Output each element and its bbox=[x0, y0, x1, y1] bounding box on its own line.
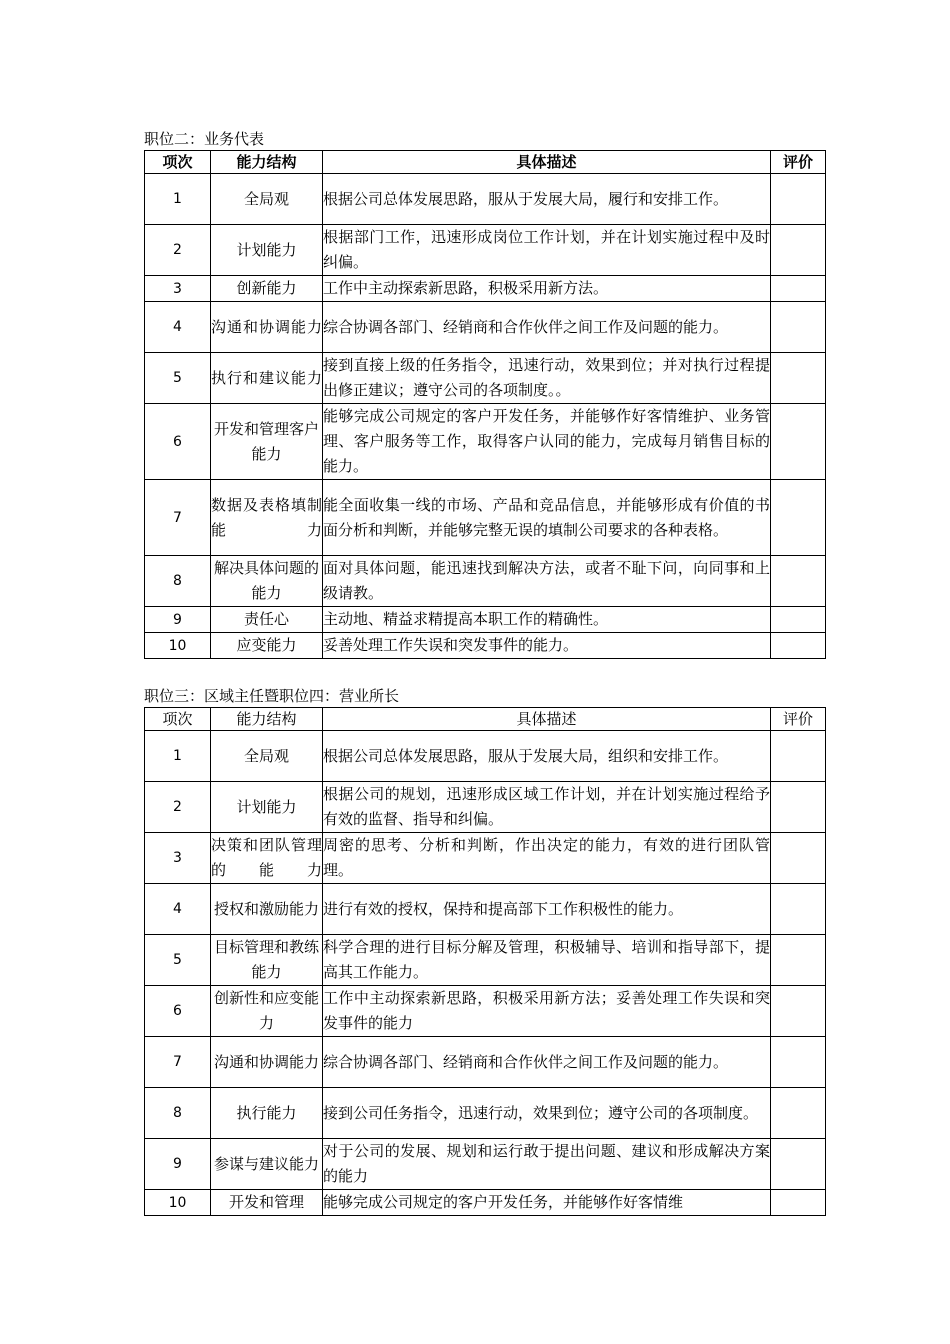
row-ability: 授权和激励能力 bbox=[211, 884, 323, 935]
table-row bbox=[145, 884, 826, 935]
row-ability: 创新性和应变能力 bbox=[211, 986, 323, 1037]
row-no: 6 bbox=[145, 404, 211, 480]
row-ability: 决策和团队管理的能力 bbox=[211, 833, 323, 884]
row-desc: 接到直接上级的任务指令，迅速行动，效果到位；并对执行过程提出修正建议；遵守公司的各项制度。。 bbox=[323, 353, 771, 404]
row-no: 10 bbox=[145, 1190, 211, 1216]
row-desc: 根据公司的规划，迅速形成区域工作计划，并在计划实施过程给予有效的监督、指导和纠偏。 bbox=[323, 782, 771, 833]
row-ability: 创新能力 bbox=[211, 276, 323, 302]
table-row bbox=[145, 986, 826, 1037]
row-ability: 责任心 bbox=[211, 607, 323, 633]
row-ability: 计划能力 bbox=[211, 225, 323, 276]
table-row bbox=[145, 1190, 826, 1216]
header-eval: 评价 bbox=[771, 708, 826, 731]
row-no: 4 bbox=[145, 302, 211, 353]
row-desc: 面对具体问题，能迅速找到解决方法，或者不耻下问，向同事和上级请教。 bbox=[323, 556, 771, 607]
row-no: 3 bbox=[145, 833, 211, 884]
row-desc: 对于公司的发展、规划和运行敢于提出问题、建议和形成解决方案的能力 bbox=[323, 1139, 771, 1190]
row-eval-cell bbox=[771, 404, 826, 480]
table-header-row bbox=[145, 708, 826, 731]
table-row bbox=[145, 731, 826, 782]
row-no: 1 bbox=[145, 731, 211, 782]
row-ability: 沟通和协调能力 bbox=[211, 302, 323, 353]
row-desc: 进行有效的授权，保持和提高部下工作积极性的能力。 bbox=[323, 884, 771, 935]
row-desc: 科学合理的进行目标分解及管理，积极辅导、培训和指导部下，提高其工作能力。 bbox=[323, 935, 771, 986]
row-desc: 根据部门工作，迅速形成岗位工作计划，并在计划实施过程中及时纠偏。 bbox=[323, 225, 771, 276]
row-no: 10 bbox=[145, 633, 211, 659]
row-desc: 工作中主动探索新思路，积极采用新方法。 bbox=[323, 276, 771, 302]
row-no: 7 bbox=[145, 480, 211, 556]
row-eval-cell bbox=[771, 174, 826, 225]
header-eval: 评价 bbox=[771, 151, 826, 174]
row-eval-cell bbox=[771, 884, 826, 935]
row-desc: 能够完成公司规定的客户开发任务，并能够作好客情维护、业务管理、客户服务等工作，取得客户认同的能力，完成每月销售目标的能力。 bbox=[323, 404, 771, 480]
table-row bbox=[145, 556, 826, 607]
header-ability: 能力结构 bbox=[211, 151, 323, 174]
row-eval-cell bbox=[771, 986, 826, 1037]
row-no: 8 bbox=[145, 1088, 211, 1139]
row-ability: 开发和管理客户能力 bbox=[211, 404, 323, 480]
row-eval-cell bbox=[771, 1139, 826, 1190]
row-no: 1 bbox=[145, 174, 211, 225]
header-ability: 能力结构 bbox=[211, 708, 323, 731]
row-ability: 执行能力 bbox=[211, 1088, 323, 1139]
section3-table bbox=[144, 707, 826, 1216]
row-desc: 根据公司总体发展思路，服从于发展大局，履行和安排工作。 bbox=[323, 174, 771, 225]
row-ability: 执行和建议能力 bbox=[211, 353, 323, 404]
row-eval-cell bbox=[771, 480, 826, 556]
row-eval-cell bbox=[771, 276, 826, 302]
row-desc: 根据公司总体发展思路，服从于发展大局，组织和安排工作。 bbox=[323, 731, 771, 782]
row-eval-cell bbox=[771, 731, 826, 782]
row-desc: 接到公司任务指令，迅速行动，效果到位；遵守公司的各项制度。 bbox=[323, 1088, 771, 1139]
row-desc: 妥善处理工作失误和突发事件的能力。 bbox=[323, 633, 771, 659]
table-row bbox=[145, 833, 826, 884]
table-header-row bbox=[145, 151, 826, 174]
table-row bbox=[145, 276, 826, 302]
row-eval-cell bbox=[771, 225, 826, 276]
row-no: 7 bbox=[145, 1037, 211, 1088]
row-eval-cell bbox=[771, 556, 826, 607]
table-row bbox=[145, 633, 826, 659]
row-eval-cell bbox=[771, 1088, 826, 1139]
row-desc: 主动地、精益求精提高本职工作的精确性。 bbox=[323, 607, 771, 633]
row-ability: 开发和管理 bbox=[211, 1190, 323, 1216]
row-no: 4 bbox=[145, 884, 211, 935]
section2-title: 职位二：业务代表 bbox=[144, 130, 265, 148]
row-no: 5 bbox=[145, 935, 211, 986]
row-ability: 沟通和协调能力 bbox=[211, 1037, 323, 1088]
table-row bbox=[145, 1088, 826, 1139]
table-row bbox=[145, 1139, 826, 1190]
row-eval-cell bbox=[771, 935, 826, 986]
row-ability: 应变能力 bbox=[211, 633, 323, 659]
row-no: 3 bbox=[145, 276, 211, 302]
row-desc: 综合协调各部门、经销商和合作伙伴之间工作及问题的能力。 bbox=[323, 302, 771, 353]
row-ability: 参谋与建议能力 bbox=[211, 1139, 323, 1190]
row-eval-cell bbox=[771, 833, 826, 884]
row-eval-cell bbox=[771, 633, 826, 659]
row-no: 9 bbox=[145, 607, 211, 633]
row-ability: 计划能力 bbox=[211, 782, 323, 833]
row-eval-cell bbox=[771, 302, 826, 353]
row-eval-cell bbox=[771, 1037, 826, 1088]
row-ability: 数据及表格填制能力 bbox=[211, 480, 323, 556]
table-row bbox=[145, 480, 826, 556]
row-eval-cell bbox=[771, 782, 826, 833]
row-eval-cell bbox=[771, 607, 826, 633]
header-desc: 具体描述 bbox=[323, 151, 771, 174]
table-row bbox=[145, 174, 826, 225]
row-ability: 目标管理和教练能力 bbox=[211, 935, 323, 986]
row-desc: 周密的思考、分析和判断，作出决定的能力，有效的进行团队管理。 bbox=[323, 833, 771, 884]
row-eval-cell bbox=[771, 1190, 826, 1216]
section3-title: 职位三：区域主任暨职位四：营业所长 bbox=[144, 687, 400, 705]
row-desc: 能够完成公司规定的客户开发任务，并能够作好客情维 bbox=[323, 1190, 771, 1216]
header-desc: 具体描述 bbox=[323, 708, 771, 731]
header-no: 项次 bbox=[145, 708, 211, 731]
row-ability: 全局观 bbox=[211, 174, 323, 225]
row-ability: 全局观 bbox=[211, 731, 323, 782]
row-no: 2 bbox=[145, 782, 211, 833]
table-row bbox=[145, 1037, 826, 1088]
table-row bbox=[145, 302, 826, 353]
table-row bbox=[145, 353, 826, 404]
row-eval-cell bbox=[771, 353, 826, 404]
row-ability: 解决具体问题的能力 bbox=[211, 556, 323, 607]
row-no: 8 bbox=[145, 556, 211, 607]
row-no: 6 bbox=[145, 986, 211, 1037]
row-no: 5 bbox=[145, 353, 211, 404]
table-row bbox=[145, 782, 826, 833]
table-row bbox=[145, 935, 826, 986]
row-no: 2 bbox=[145, 225, 211, 276]
header-no: 项次 bbox=[145, 151, 211, 174]
section2-table bbox=[144, 150, 826, 659]
row-desc: 综合协调各部门、经销商和合作伙伴之间工作及问题的能力。 bbox=[323, 1037, 771, 1088]
row-no: 9 bbox=[145, 1139, 211, 1190]
table-row bbox=[145, 607, 826, 633]
table-row bbox=[145, 404, 826, 480]
row-desc: 能全面收集一线的市场、产品和竞品信息，并能够形成有价值的书面分析和判断，并能够完整无误的填制公司要求的各种表格。 bbox=[323, 480, 771, 556]
table-row bbox=[145, 225, 826, 276]
row-desc: 工作中主动探索新思路，积极采用新方法；妥善处理工作失误和突发事件的能力 bbox=[323, 986, 771, 1037]
